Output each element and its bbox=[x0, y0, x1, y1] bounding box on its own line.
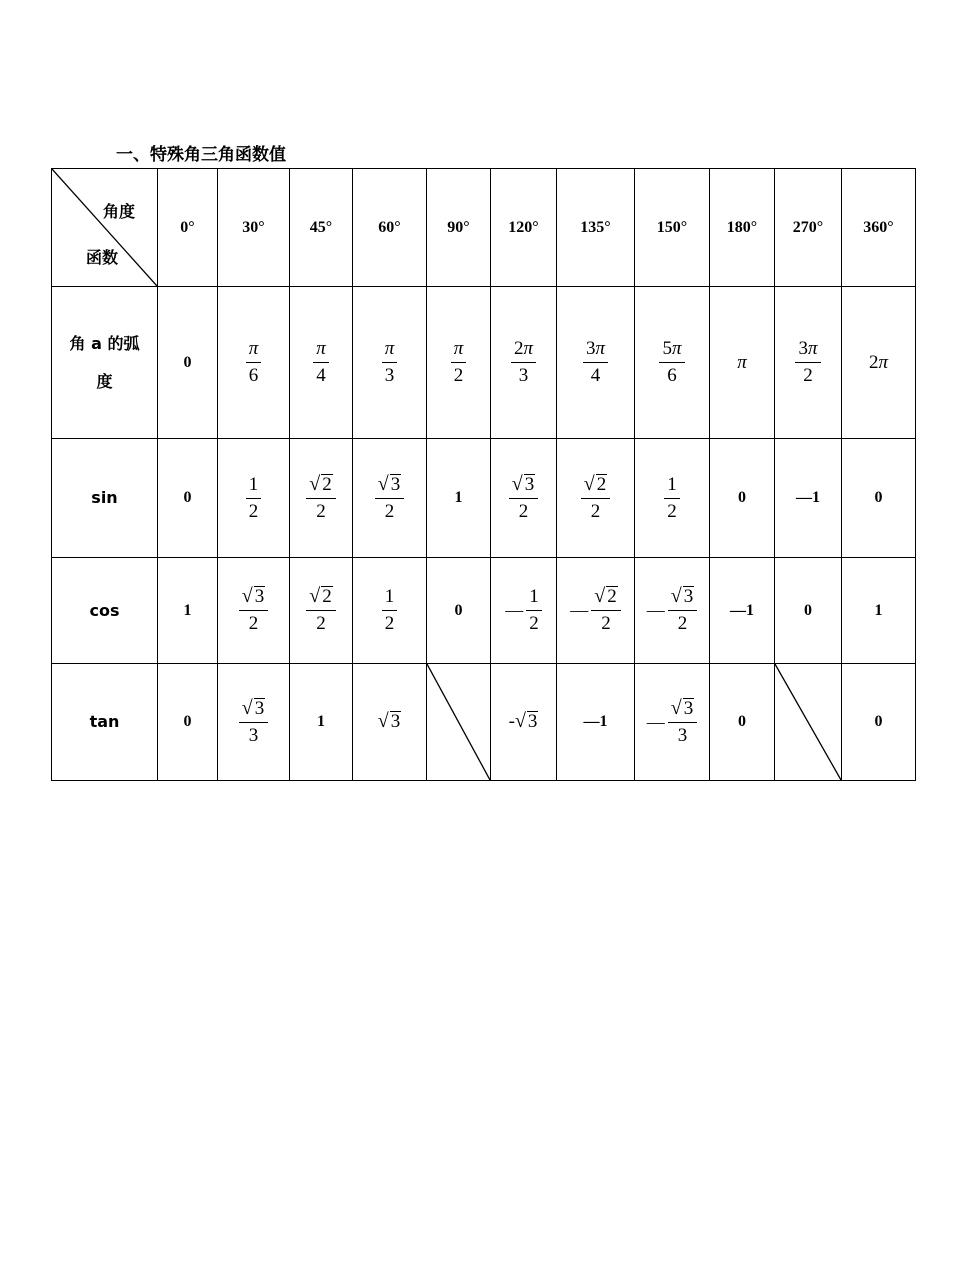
value-cell bbox=[353, 558, 427, 664]
angle-header: 90° bbox=[427, 169, 491, 287]
value-cell: 0 bbox=[842, 664, 916, 781]
table-row bbox=[52, 664, 916, 781]
value-cell bbox=[290, 287, 353, 439]
value-cell: —1 bbox=[710, 558, 775, 664]
fraction bbox=[795, 338, 820, 387]
denominator: 2 bbox=[803, 365, 813, 386]
row-label: cos bbox=[52, 558, 158, 664]
angle-header: 360° bbox=[842, 169, 916, 287]
value-cell: 1 bbox=[427, 439, 491, 558]
numerator: 3π bbox=[583, 338, 608, 363]
numerator: π bbox=[313, 338, 329, 363]
fraction bbox=[451, 338, 467, 387]
angle-header: 45° bbox=[290, 169, 353, 287]
value-cell: 0 bbox=[842, 439, 916, 558]
minus-sign: — bbox=[646, 600, 665, 620]
angle-header: 180° bbox=[710, 169, 775, 287]
denominator: 4 bbox=[590, 365, 601, 386]
value-cell: 1 bbox=[290, 664, 353, 781]
value-cell bbox=[218, 558, 290, 664]
angle-header: 60° bbox=[353, 169, 427, 287]
diagonal-line bbox=[775, 664, 841, 780]
denominator: 2 bbox=[518, 500, 529, 522]
value-cell bbox=[353, 287, 427, 439]
value-cell bbox=[290, 439, 353, 558]
numerator: π bbox=[451, 338, 467, 363]
value-cell bbox=[557, 558, 635, 664]
row-label: 角 a 的弧度 bbox=[52, 287, 158, 439]
numerator: √ 3 bbox=[375, 474, 404, 499]
denominator: 2 bbox=[384, 500, 395, 522]
denominator: 4 bbox=[316, 365, 326, 386]
denominator: 2 bbox=[590, 500, 601, 522]
angle-header: 270° bbox=[775, 169, 842, 287]
fraction bbox=[526, 586, 542, 635]
trig-values-table bbox=[51, 168, 916, 781]
page-title: 一、特殊角三角函数值 bbox=[116, 145, 286, 165]
fraction bbox=[511, 338, 536, 387]
value-cell: 0 bbox=[775, 558, 842, 664]
denominator: 2 bbox=[453, 365, 464, 386]
denominator: 3 bbox=[384, 365, 395, 386]
math-value: √ 3 bbox=[377, 710, 401, 733]
fraction bbox=[239, 698, 268, 747]
math-value: - √ 3 bbox=[508, 710, 538, 733]
value-cell bbox=[427, 287, 491, 439]
value-cell: 1 bbox=[158, 558, 218, 664]
value-cell: 1 bbox=[842, 558, 916, 664]
table-row bbox=[52, 558, 916, 664]
fraction bbox=[583, 338, 608, 387]
math-value: π bbox=[737, 351, 747, 373]
fraction bbox=[246, 338, 262, 387]
value-cell: 0 bbox=[158, 287, 218, 439]
diagonal-line bbox=[52, 169, 157, 286]
numerator: 5π bbox=[659, 338, 684, 363]
numerator: 3π bbox=[795, 338, 820, 363]
value-cell bbox=[290, 558, 353, 664]
fraction bbox=[306, 586, 335, 635]
corner-bottom-label: 函数 bbox=[86, 248, 119, 267]
denominator: 2 bbox=[248, 500, 259, 522]
value-cell bbox=[491, 439, 557, 558]
value-cell: 0 bbox=[710, 664, 775, 781]
fraction bbox=[382, 338, 398, 387]
denominator: 2 bbox=[667, 500, 677, 522]
value-cell bbox=[491, 558, 557, 664]
value-cell bbox=[353, 664, 427, 781]
fraction bbox=[375, 474, 404, 523]
fraction bbox=[382, 586, 398, 635]
fraction bbox=[239, 586, 268, 635]
value-cell: —1 bbox=[557, 664, 635, 781]
angle-header: 0° bbox=[158, 169, 218, 287]
denominator: 3 bbox=[248, 724, 259, 746]
numerator: √ 3 bbox=[509, 474, 538, 499]
undefined-cell bbox=[427, 664, 491, 781]
denominator: 2 bbox=[316, 500, 326, 522]
numerator: √ 3 bbox=[668, 586, 697, 611]
numerator: 1 bbox=[382, 586, 398, 611]
denominator: 6 bbox=[667, 365, 677, 386]
minus-sign: — bbox=[646, 711, 665, 732]
value-cell: —1 bbox=[775, 439, 842, 558]
numerator: √ 2 bbox=[306, 474, 335, 499]
table-row bbox=[52, 439, 916, 558]
fraction bbox=[306, 474, 335, 523]
corner-top-label: 角度 bbox=[102, 202, 135, 221]
undefined-cell bbox=[775, 664, 842, 781]
numerator: √ 2 bbox=[306, 586, 335, 611]
fraction bbox=[659, 338, 684, 387]
fraction bbox=[668, 698, 697, 747]
value-cell bbox=[710, 287, 775, 439]
value-cell bbox=[218, 664, 290, 781]
value-cell: 0 bbox=[158, 439, 218, 558]
numerator: 1 bbox=[526, 586, 542, 611]
fraction bbox=[664, 474, 680, 523]
numerator: 1 bbox=[664, 474, 680, 499]
denominator: 3 bbox=[518, 365, 529, 386]
corner-cell bbox=[52, 169, 158, 287]
numerator: √ 3 bbox=[239, 698, 268, 723]
angle-header: 30° bbox=[218, 169, 290, 287]
value-cell bbox=[557, 287, 635, 439]
value-cell bbox=[635, 439, 710, 558]
fraction bbox=[313, 338, 329, 387]
angle-header: 120° bbox=[491, 169, 557, 287]
denominator: 2 bbox=[248, 613, 259, 634]
value-cell bbox=[635, 558, 710, 664]
value-cell: 0 bbox=[158, 664, 218, 781]
fraction bbox=[591, 586, 620, 635]
denominator: 3 bbox=[677, 724, 688, 746]
value-cell bbox=[353, 439, 427, 558]
denominator: 2 bbox=[316, 613, 326, 634]
value-cell bbox=[218, 287, 290, 439]
denominator: 2 bbox=[384, 613, 395, 634]
fraction bbox=[509, 474, 538, 523]
fraction bbox=[581, 474, 610, 523]
header-row bbox=[52, 169, 916, 287]
denominator: 2 bbox=[677, 613, 688, 634]
value-cell bbox=[491, 287, 557, 439]
fraction bbox=[246, 474, 262, 523]
numerator: 2π bbox=[511, 338, 536, 363]
angle-header: 150° bbox=[635, 169, 710, 287]
value-cell bbox=[635, 287, 710, 439]
math-value: 2π bbox=[868, 351, 889, 373]
value-cell bbox=[775, 287, 842, 439]
numerator: 1 bbox=[246, 474, 262, 499]
diagonal-line bbox=[427, 664, 490, 780]
fraction bbox=[668, 586, 697, 635]
denominator: 2 bbox=[601, 613, 611, 634]
numerator: √ 2 bbox=[591, 586, 620, 611]
value-cell bbox=[557, 439, 635, 558]
numerator: √ 3 bbox=[239, 586, 268, 611]
numerator: π bbox=[246, 338, 262, 363]
numerator: √ 2 bbox=[581, 474, 610, 499]
value-cell bbox=[491, 664, 557, 781]
numerator: π bbox=[382, 338, 398, 363]
denominator: 2 bbox=[529, 613, 539, 634]
value-cell bbox=[218, 439, 290, 558]
row-label: sin bbox=[52, 439, 158, 558]
value-cell: 0 bbox=[427, 558, 491, 664]
denominator: 6 bbox=[248, 365, 259, 386]
value-cell bbox=[842, 287, 916, 439]
numerator: √ 3 bbox=[668, 698, 697, 723]
minus-sign: — bbox=[505, 600, 524, 620]
value-cell: 0 bbox=[710, 439, 775, 558]
table-row bbox=[52, 287, 916, 439]
row-label: tan bbox=[52, 664, 158, 781]
value-cell bbox=[635, 664, 710, 781]
minus-sign: — bbox=[570, 600, 589, 620]
angle-header: 135° bbox=[557, 169, 635, 287]
